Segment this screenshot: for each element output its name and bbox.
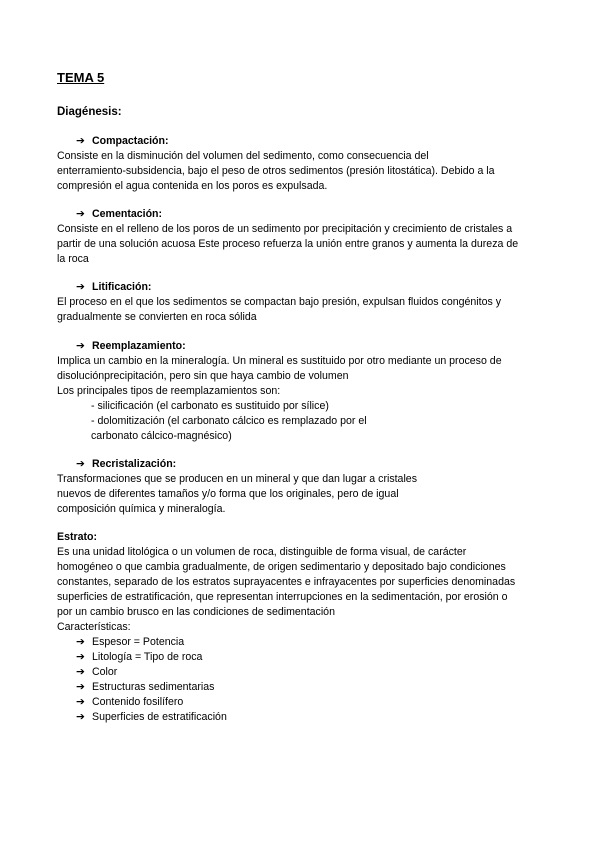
section-subtitle: Diagénesis: [57, 106, 122, 118]
list-item-label: Estructuras sedimentarias [92, 681, 215, 693]
section-heading [76, 457, 557, 472]
paragraph-line: composición química y mineralogía. [57, 503, 226, 515]
paragraph-line: constantes, separado de los estratos suprayacentes e infrayacentes por superficies denominadas [57, 576, 516, 588]
paragraph-line: superficies de estratificación, que representan interrupciones en la sedimentación, por erosión o [57, 591, 508, 603]
paragraph-line: El proceso en el que los sedimentos se compactan bajo presión, expulsan fluidos congénitos y [57, 296, 502, 308]
arrow-right-icon: ➔ [76, 711, 85, 723]
list-item [76, 650, 557, 665]
paragraph-line: gradualmente se convierten en roca sólida [57, 311, 257, 323]
arrow-right-icon: ➔ [76, 458, 85, 470]
paragraph-line: Implica un cambio en la mineralogía. Un mineral es sustituido por otro mediante un proceso de [57, 355, 502, 367]
list-item [76, 710, 557, 725]
heading-label: Reemplazamiento: [92, 340, 186, 352]
heading-label: Recristalización: [92, 458, 177, 470]
section-cementacion [57, 207, 557, 267]
list-item-label: Contenido fosilífero [92, 696, 184, 708]
section-heading [76, 134, 557, 149]
estrato-heading: Estrato: [57, 531, 98, 543]
arrow-right-icon: ➔ [76, 135, 85, 147]
paragraph-line: nuevos de diferentes tamaños y/o forma que los originales, pero de igual [57, 488, 399, 500]
section-compactacion [57, 134, 557, 194]
arrow-right-icon: ➔ [76, 636, 85, 648]
paragraph-line: Consiste en la disminución del volumen del sedimento, como consecuencia del [57, 150, 429, 162]
arrow-right-icon: ➔ [76, 696, 85, 708]
paragraph-line: partir de una solución acuosa Este proceso refuerza la unión entre granos y aumenta la dureza de [57, 238, 519, 250]
arrow-right-icon: ➔ [76, 208, 85, 220]
list-item-label: Color [92, 666, 118, 678]
list-item [76, 680, 557, 695]
paragraph-line: disoluciónprecipitación, pero sin que haya cambio de volumen [57, 370, 349, 382]
section-heading [76, 280, 557, 295]
section-recristalizacion [57, 457, 557, 517]
section-heading [76, 207, 557, 222]
list-item-label: Litología = Tipo de roca [92, 651, 203, 663]
section-litificacion [57, 280, 557, 325]
paragraph-line: Transformaciones que se producen en un mineral y que dan lugar a cristales [57, 473, 417, 485]
paragraph-line: la roca [57, 253, 89, 265]
heading-label: Compactación: [92, 135, 169, 147]
paragraph-line: Características: [57, 621, 131, 633]
list-item-label: Espesor = Potencia [92, 636, 185, 648]
section-reemplazamiento [57, 339, 557, 444]
list-item [76, 695, 557, 710]
list-item-label: Superficies de estratificación [92, 711, 227, 723]
arrow-right-icon: ➔ [76, 666, 85, 678]
page-title: TEMA 5 [57, 70, 105, 85]
list-item [76, 635, 557, 650]
arrow-right-icon: ➔ [76, 681, 85, 693]
section-heading [76, 339, 557, 354]
arrow-right-icon: ➔ [76, 340, 85, 352]
indented-line: - silicificación (el carbonato es sustituido por sílice) [91, 400, 329, 412]
paragraph-line: Consiste en el relleno de los poros de un sedimento por precipitación y crecimiento de cristales a [57, 223, 513, 235]
indented-line: - dolomitización (el carbonato cálcico es remplazado por el [91, 415, 367, 427]
paragraph-line: por un cambio brusco en las condiciones de sedimentación [57, 606, 335, 618]
arrow-right-icon: ➔ [76, 651, 85, 663]
indented-line: carbonato cálcico-magnésico) [91, 430, 232, 442]
arrow-right-icon: ➔ [76, 281, 85, 293]
paragraph-line: Los principales tipos de reemplazamientos son: [57, 385, 281, 397]
list-item [76, 665, 557, 680]
paragraph-line: enterramiento-subsidencia, bajo el peso de otros sedimentos (presión litostática). Debido a la [57, 165, 495, 177]
paragraph-line: Es una unidad litológica o un volumen de roca, distinguible de forma visual, de carácter [57, 546, 467, 558]
paragraph-line: homogéneo o que cambia gradualmente, de origen sedimentario y depositado bajo condiciones [57, 561, 506, 573]
section-estrato [57, 530, 557, 725]
heading-label: Litificación: [92, 281, 152, 293]
paragraph-line: compresión el agua contenida en los poros es expulsada. [57, 180, 328, 192]
heading-label: Cementación: [92, 208, 163, 220]
